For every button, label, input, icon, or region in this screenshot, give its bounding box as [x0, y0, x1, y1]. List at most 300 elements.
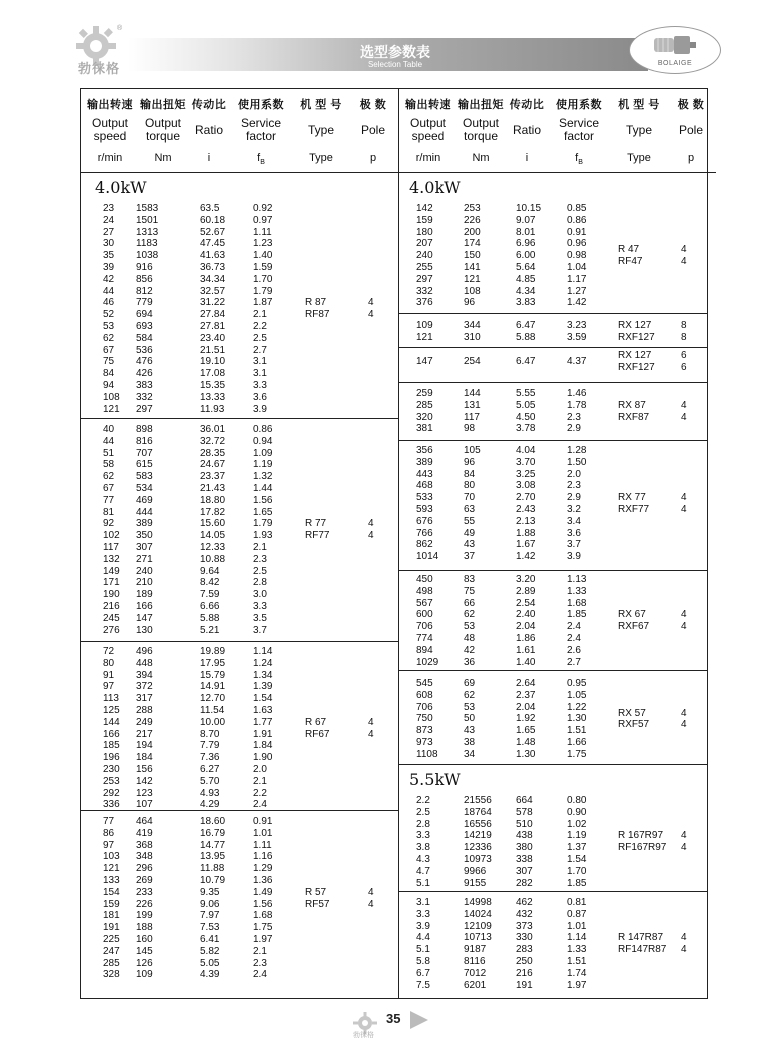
cell-2: 2.43: [516, 504, 536, 515]
cell-3: 1.11: [253, 226, 272, 238]
cell-3: 1.54: [253, 693, 273, 705]
cell-3: 1.51: [567, 956, 587, 967]
cell-3: 1.01: [253, 827, 273, 839]
cell-2: 6.47: [516, 356, 536, 367]
cell-0: 191: [103, 922, 120, 934]
cell-0: 196: [103, 752, 120, 764]
cell-2: 6.96: [516, 238, 536, 250]
cell-3: 1.27: [567, 285, 587, 297]
cell-2: 9.35: [200, 886, 220, 898]
cell-1: 184: [136, 752, 153, 764]
cell-1: 55: [464, 515, 476, 527]
cell-1: 476: [136, 356, 153, 368]
cell-1: 1313: [136, 226, 159, 238]
cell-1: 123: [136, 787, 153, 799]
cell-2: 4.85: [516, 273, 536, 285]
cell-3: 1.77: [253, 716, 273, 728]
cell-2: 4.34: [516, 285, 536, 297]
cell-2: 24.67: [200, 459, 226, 471]
cell-1: 98: [464, 423, 476, 435]
cell-3: 1.23: [253, 238, 273, 250]
cell-1: 389: [136, 518, 153, 530]
cell-3: 1.44: [253, 483, 273, 494]
cell-0: 207: [416, 238, 433, 250]
cell-0: 46: [103, 297, 115, 309]
cell-2: 3.08: [516, 480, 536, 492]
type-label: RX 127 RXF127: [618, 320, 655, 343]
cell-0: 774: [416, 633, 433, 644]
cell-3: 1.11: [253, 839, 272, 851]
cell-1: 14998: [464, 897, 492, 908]
cell-0: 171: [103, 577, 120, 589]
cell-0: 320: [416, 411, 433, 423]
cell-3: 3.1: [253, 356, 267, 368]
cell-3: 2.5: [253, 565, 267, 577]
cell-2: 5.88: [516, 331, 536, 343]
cell-3: 0.90: [567, 806, 587, 818]
cell-3: 0.95: [567, 678, 587, 689]
left-power-rating: 4.0kW: [95, 178, 147, 197]
cell-3: 2.2: [253, 321, 267, 332]
cell-3: 1.78: [567, 399, 587, 411]
type-label: RX 127 RXF127: [618, 350, 655, 373]
cell-2: 23.40: [200, 332, 226, 344]
page-number: 35: [386, 1011, 401, 1026]
cell-2: 21.51: [200, 344, 226, 356]
header-en-1: Output torque: [144, 116, 182, 143]
cell-3: 1.79: [253, 518, 273, 530]
cell-2: 1.30: [516, 748, 536, 760]
cell-2: 12.33: [200, 542, 226, 553]
cell-2: 19.89: [200, 646, 226, 657]
cell-2: 2.04: [516, 701, 536, 713]
header-en-0: Output speed: [409, 116, 447, 143]
cell-1: 226: [464, 214, 481, 226]
cell-3: 4.37: [567, 356, 587, 367]
cell-2: 6.27: [200, 764, 220, 775]
cell-0: 35: [103, 250, 115, 262]
cell-1: 189: [136, 589, 153, 601]
cell-0: 4.7: [416, 865, 430, 877]
type-label: RX 67 RXF67: [618, 609, 650, 633]
pole-label: 4 4: [681, 492, 687, 515]
cell-2: 7.97: [200, 910, 220, 922]
cell-0: 862: [416, 539, 433, 551]
cell-0: 766: [416, 527, 433, 539]
cell-1: 63: [464, 504, 476, 515]
cell-1: 49: [464, 527, 476, 539]
cell-3: 2.3: [567, 480, 581, 492]
header-cn-1: 输出扭矩: [458, 99, 504, 111]
cell-3: 1.36: [253, 875, 273, 886]
group-separator: [399, 313, 707, 314]
cell-0: 144: [103, 716, 120, 728]
cell-1: 62: [464, 609, 476, 621]
group-separator: [399, 670, 707, 671]
cell-1: 62: [464, 689, 476, 701]
cell-1: 615: [136, 459, 153, 471]
cell-2: 23.37: [200, 471, 226, 483]
cell-3: 1.32: [253, 471, 273, 483]
type-label: R 147R87 RF147R87: [618, 932, 667, 956]
cell-0: 6.7: [416, 967, 430, 979]
cell-1: 200: [464, 226, 481, 238]
cell-2: 13.95: [200, 851, 226, 863]
cell-3: 3.9: [567, 551, 581, 563]
cell-1: 383: [136, 380, 153, 391]
cell-0: 593: [416, 504, 433, 515]
header-cn-2: 传动比: [191, 99, 227, 111]
cell-3: 2.4: [567, 633, 581, 644]
cell-1: 240: [136, 565, 153, 577]
cell-0: 676: [416, 515, 433, 527]
cell-3: 3.0: [253, 589, 267, 601]
cell-2: 338: [516, 854, 533, 865]
cell-1: 496: [136, 646, 153, 657]
cell-0: 39: [103, 262, 115, 273]
pole-label: 4 4: [681, 707, 687, 731]
registered-mark: ®: [117, 25, 123, 32]
type-label: RX 87 RXF87: [618, 399, 650, 423]
cell-3: 3.4: [567, 515, 581, 527]
cell-3: 1.34: [253, 669, 273, 681]
cell-0: 24: [103, 214, 115, 226]
cell-2: 6.41: [200, 934, 220, 945]
cell-0: 62: [103, 471, 115, 483]
cell-3: 1.68: [567, 597, 587, 609]
cell-0: 376: [416, 297, 433, 309]
cell-0: 247: [103, 945, 120, 957]
cell-3: 1.93: [253, 530, 273, 542]
cell-3: 2.6: [567, 644, 581, 656]
cell-2: 8.42: [200, 577, 220, 589]
cell-1: 75: [464, 585, 476, 597]
cell-1: 107: [136, 799, 153, 811]
cell-2: 1.92: [516, 713, 536, 725]
footer-logo-text: 勃徕格: [353, 1032, 374, 1039]
cell-3: 1.14: [567, 932, 587, 944]
cell-2: 27.84: [200, 309, 226, 321]
cell-3: 1.63: [253, 705, 273, 716]
group-separator: [399, 440, 707, 441]
cell-3: 1.33: [567, 585, 587, 597]
cell-2: 432: [516, 908, 533, 920]
cell-2: 52.67: [200, 226, 226, 238]
cell-0: 7.5: [416, 979, 430, 991]
cell-2: 4.50: [516, 411, 536, 423]
cell-1: 43: [464, 539, 476, 551]
cell-3: 1.30: [567, 713, 587, 725]
cell-2: 10.79: [200, 875, 226, 886]
cell-1: 310: [464, 331, 481, 343]
cell-1: 1501: [136, 214, 159, 226]
cell-3: 1.19: [567, 830, 587, 842]
cell-1: 66: [464, 597, 476, 609]
cell-1: 226: [136, 898, 153, 910]
cell-1: 233: [136, 886, 153, 898]
cell-2: 32.57: [200, 285, 226, 297]
header-en-5: Pole: [360, 123, 386, 137]
cell-2: 18.60: [200, 816, 226, 827]
cell-2: 3.78: [516, 423, 536, 435]
cell-1: 464: [136, 816, 153, 827]
cell-3: 1.04: [567, 262, 587, 273]
cell-1: 296: [136, 863, 153, 875]
cell-0: 86: [103, 827, 115, 839]
cell-1: 145: [136, 945, 153, 957]
cell-3: 1.09: [253, 447, 273, 459]
cell-2: 28.35: [200, 447, 226, 459]
cell-2: 19.10: [200, 356, 226, 368]
cell-1: 7012: [464, 967, 487, 979]
cell-1: 16556: [464, 818, 492, 830]
cell-2: 11.93: [200, 403, 225, 415]
cell-2: 36.01: [200, 424, 226, 435]
cell-1: 694: [136, 309, 153, 321]
header-unit-3: $f_B$: [575, 152, 583, 167]
gear-motor-icon: [652, 33, 698, 57]
cell-3: 0.87: [567, 908, 587, 920]
cell-3: 1.91: [253, 728, 273, 740]
cell-1: 816: [136, 435, 153, 447]
cell-2: 17.95: [200, 657, 226, 669]
cell-1: 448: [136, 657, 153, 669]
cell-1: 10713: [464, 932, 492, 944]
header-en-3: Service factor: [558, 116, 599, 143]
cell-2: 3.70: [516, 456, 536, 468]
cell-0: 5.1: [416, 944, 430, 956]
cell-2: 47.45: [200, 238, 226, 250]
cell-2: 664: [516, 795, 533, 806]
cell-1: 160: [136, 934, 153, 945]
cell-2: 10.15: [516, 203, 542, 214]
cell-3: 2.1: [253, 775, 267, 787]
cell-1: 317: [136, 693, 153, 705]
cell-3: 2.7: [253, 344, 267, 356]
header-cn-0: 输出转速: [87, 99, 133, 111]
cell-2: 438: [516, 830, 533, 842]
cell-2: 462: [516, 897, 533, 908]
cell-3: 1.85: [567, 877, 587, 889]
cell-3: 3.3: [253, 601, 267, 612]
cell-2: 250: [516, 956, 533, 967]
cell-0: 1014: [416, 551, 439, 563]
cell-1: 10973: [464, 854, 492, 865]
cell-0: 52: [103, 309, 115, 321]
cell-0: 873: [416, 725, 433, 737]
cell-0: 125: [103, 705, 120, 716]
cell-1: 84: [464, 468, 476, 480]
cell-1: 50: [464, 713, 476, 725]
cell-0: 40: [103, 424, 115, 435]
cell-0: 133: [103, 875, 120, 886]
header-cn-2: 传动比: [509, 99, 545, 111]
header-en-5: Pole: [678, 123, 704, 137]
pole-label: 6 6: [681, 350, 687, 373]
cell-0: 2.5: [416, 806, 430, 818]
cell-1: 150: [464, 250, 481, 262]
cell-3: 3.9: [253, 403, 267, 415]
cell-0: 297: [416, 273, 433, 285]
cell-3: 0.86: [253, 424, 273, 435]
cell-1: 9966: [464, 865, 487, 877]
cell-0: 42: [103, 273, 115, 285]
type-label: R 87 RF87: [305, 297, 330, 321]
group-separator: [399, 891, 707, 892]
cell-3: 2.9: [567, 492, 581, 504]
cell-1: 12109: [464, 920, 492, 932]
cell-0: 58: [103, 459, 115, 471]
cell-3: 2.4: [253, 969, 267, 981]
right-power-rating-2: 5.5kW: [409, 770, 461, 789]
cell-1: 856: [136, 273, 153, 285]
cell-2: 11.88: [200, 863, 225, 875]
cell-2: 5.21: [200, 624, 220, 636]
cell-2: 1.88: [516, 527, 536, 539]
cell-1: 43: [464, 725, 476, 737]
cell-2: 14.91: [200, 681, 226, 693]
header-en-4: Type: [307, 123, 334, 137]
cell-2: 1.48: [516, 737, 536, 748]
selection-table: [80, 88, 708, 999]
cell-1: 144: [464, 388, 481, 399]
cell-2: 13.33: [200, 391, 226, 403]
cell-1: 53: [464, 621, 476, 633]
brand-badge: [629, 26, 721, 74]
cell-2: 2.37: [516, 689, 536, 701]
cell-1: 156: [136, 764, 153, 775]
cell-1: 693: [136, 321, 153, 332]
cell-2: 9.06: [200, 898, 220, 910]
cell-0: 567: [416, 597, 433, 609]
cell-3: 2.9: [567, 423, 581, 435]
cell-2: 4.04: [516, 445, 536, 456]
cell-0: 103: [103, 851, 120, 863]
cell-1: 916: [136, 262, 153, 273]
cell-0: 4.4: [416, 932, 430, 944]
cell-2: 5.05: [200, 957, 220, 969]
cell-3: 0.96: [567, 238, 587, 250]
left-header-rule: [81, 172, 398, 173]
cell-0: 97: [103, 839, 115, 851]
cell-1: 141: [464, 262, 481, 273]
group-separator: [81, 810, 398, 811]
cell-3: 0.92: [253, 203, 273, 214]
cell-1: 69: [464, 678, 476, 689]
cell-1: 372: [136, 681, 153, 693]
cell-0: 44: [103, 285, 115, 297]
cell-0: 108: [103, 391, 120, 403]
cell-0: 159: [416, 214, 433, 226]
type-label: R 77 RF77: [305, 518, 330, 542]
cell-2: 330: [516, 932, 533, 944]
cell-1: 147: [136, 612, 153, 624]
cell-1: 117: [464, 411, 480, 423]
cell-2: 32.72: [200, 435, 226, 447]
cell-1: 6201: [464, 979, 487, 991]
cell-0: 608: [416, 689, 433, 701]
cell-1: 898: [136, 424, 153, 435]
cell-0: 190: [103, 589, 120, 601]
cell-0: 154: [103, 886, 120, 898]
cell-1: 469: [136, 494, 153, 506]
cell-3: 1.33: [567, 944, 587, 956]
pole-label: 4 4: [368, 886, 374, 910]
cell-0: 102: [103, 530, 120, 542]
cell-0: 75: [103, 356, 115, 368]
cell-2: 373: [516, 920, 533, 932]
cell-2: 2.54: [516, 597, 536, 609]
header-unit-4: Type: [309, 152, 333, 164]
cell-3: 1.66: [567, 737, 587, 748]
cell-0: 381: [416, 423, 433, 435]
pole-label: 4 4: [681, 609, 687, 633]
cell-1: 1038: [136, 250, 159, 262]
header-cn-4: 机 型 号: [618, 99, 660, 111]
cell-1: 96: [464, 456, 476, 468]
cell-3: 1.22: [567, 701, 587, 713]
header-unit-5: p: [687, 152, 695, 164]
cell-3: 3.59: [567, 331, 587, 343]
cell-1: 12336: [464, 842, 492, 854]
header-en-2: Ratio: [194, 123, 223, 137]
cell-0: 3.9: [416, 920, 430, 932]
cell-0: 3.3: [416, 830, 430, 842]
cell-1: 332: [136, 391, 153, 403]
cell-1: 534: [136, 483, 153, 494]
cell-2: 7.79: [200, 740, 220, 752]
cell-3: 0.91: [567, 226, 587, 238]
header-unit-0: r/min: [415, 152, 441, 164]
group-separator: [399, 570, 707, 571]
cell-2: 6.47: [516, 320, 536, 331]
cell-3: 2.1: [253, 945, 267, 957]
cell-3: 1.75: [253, 922, 273, 934]
cell-0: 245: [103, 612, 120, 624]
cell-3: 1.79: [253, 285, 273, 297]
type-label: RX 77 RXF77: [618, 492, 650, 515]
cell-0: 159: [103, 898, 120, 910]
cell-3: 1.56: [253, 494, 273, 506]
column-divider: [398, 88, 399, 999]
cell-3: 2.2: [253, 787, 267, 799]
cell-3: 0.97: [253, 214, 273, 226]
cell-0: 92: [103, 518, 115, 530]
cell-3: 1.39: [253, 681, 273, 693]
cell-3: 3.23: [567, 320, 587, 331]
cell-1: 105: [464, 445, 481, 456]
cell-0: 443: [416, 468, 433, 480]
cell-0: 84: [103, 368, 115, 380]
cell-3: 3.1: [253, 368, 267, 380]
cell-3: 1.97: [253, 934, 273, 945]
cell-0: 894: [416, 644, 433, 656]
cell-2: 6.00: [516, 250, 536, 262]
cell-1: 80: [464, 480, 476, 492]
cell-3: 2.8: [253, 577, 267, 589]
cell-1: 109: [136, 969, 153, 981]
cell-0: 97: [103, 681, 115, 693]
cell-3: 1.75: [567, 748, 587, 760]
cell-0: 468: [416, 480, 433, 492]
cell-2: 18.80: [200, 494, 226, 506]
cell-2: 4.39: [200, 969, 220, 981]
right-header-rule: [399, 172, 716, 173]
cell-3: 1.37: [567, 842, 587, 854]
cell-0: 328: [103, 969, 120, 981]
cell-2: 2.40: [516, 609, 536, 621]
cell-2: 5.64: [516, 262, 536, 273]
